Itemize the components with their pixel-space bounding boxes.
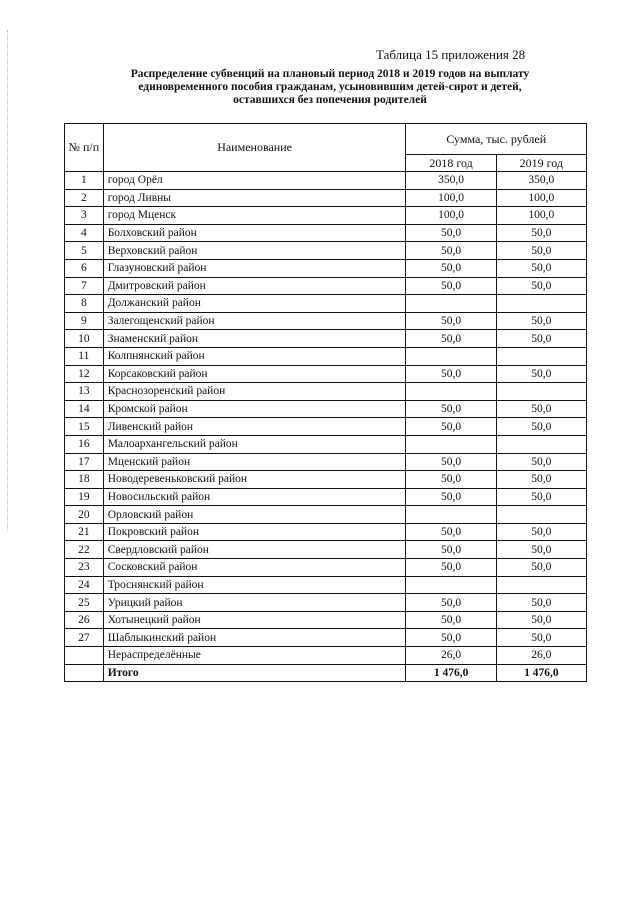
row-name: Мценский район <box>103 453 406 471</box>
row-value-2019 <box>496 383 586 401</box>
table-row <box>65 189 587 207</box>
header-year-2018: 2018 год <box>406 155 496 172</box>
row-value-2018: 50,0 <box>406 594 496 612</box>
total-2019: 1 476,0 <box>496 664 586 682</box>
row-number: 7 <box>65 277 104 295</box>
row-number: 25 <box>65 594 104 612</box>
row-value-2018: 50,0 <box>406 453 496 471</box>
table-row <box>65 383 587 401</box>
row-value-2019: 50,0 <box>496 541 586 559</box>
row-name: Глазуновский район <box>103 259 406 277</box>
table-row <box>65 611 587 629</box>
row-value-2019: 50,0 <box>496 400 586 418</box>
row-name: Кромской район <box>103 400 406 418</box>
row-number <box>65 647 104 665</box>
total-num-cell <box>65 664 104 682</box>
table-row <box>65 506 587 524</box>
row-number: 8 <box>65 295 104 313</box>
table-row <box>65 172 587 190</box>
row-value-2019 <box>496 347 586 365</box>
row-value-2018 <box>406 506 496 524</box>
title-line: единовременного пособия гражданам, усыновившим детей-сирот и детей, <box>138 81 522 93</box>
row-value-2018 <box>406 576 496 594</box>
row-value-2018: 50,0 <box>406 629 496 647</box>
header-num: № п/п <box>65 124 104 172</box>
row-value-2018: 50,0 <box>406 330 496 348</box>
row-value-2018: 50,0 <box>406 365 496 383</box>
row-value-2019: 50,0 <box>496 365 586 383</box>
table-row <box>65 576 587 594</box>
table-row <box>65 541 587 559</box>
row-name: Малоархангельский район <box>103 435 406 453</box>
table-row <box>65 224 587 242</box>
row-number: 18 <box>65 471 104 489</box>
row-number: 4 <box>65 224 104 242</box>
row-value-2019: 100,0 <box>496 189 586 207</box>
row-number: 15 <box>65 418 104 436</box>
row-value-2019: 50,0 <box>496 453 586 471</box>
table-row <box>65 242 587 260</box>
table-row <box>65 559 587 577</box>
row-value-2018 <box>406 295 496 313</box>
row-name: Шаблыкинский район <box>103 629 406 647</box>
row-number: 6 <box>65 259 104 277</box>
title-line: Распределение субвенций на плановый период 2018 и 2019 годов на выплату <box>130 68 530 80</box>
title-line: оставшихся без попечения родителей <box>233 94 427 106</box>
table-row <box>65 647 587 665</box>
row-name: Залегощенский район <box>103 312 406 330</box>
table-body <box>65 172 587 665</box>
row-value-2019 <box>496 295 586 313</box>
row-number: 12 <box>65 365 104 383</box>
header-year-2019: 2019 год <box>496 155 586 172</box>
header-sum: Сумма, тыс. рублей <box>406 124 587 155</box>
row-value-2018: 50,0 <box>406 471 496 489</box>
table-reference: Таблица 15 приложения 28 <box>376 47 526 62</box>
row-value-2018: 50,0 <box>406 277 496 295</box>
row-value-2019: 50,0 <box>496 471 586 489</box>
row-name: Знаменский район <box>103 330 406 348</box>
row-value-2018: 50,0 <box>406 312 496 330</box>
row-name: Должанский район <box>103 295 406 313</box>
row-value-2018: 100,0 <box>406 189 496 207</box>
row-number: 5 <box>65 242 104 260</box>
row-number: 1 <box>65 172 104 190</box>
row-name: Болховский район <box>103 224 406 242</box>
row-value-2018 <box>406 383 496 401</box>
table-row <box>65 365 587 383</box>
row-number: 17 <box>65 453 104 471</box>
row-number: 3 <box>65 207 104 225</box>
row-number: 16 <box>65 435 104 453</box>
row-value-2018 <box>406 435 496 453</box>
row-value-2019: 50,0 <box>496 312 586 330</box>
row-value-2018: 50,0 <box>406 541 496 559</box>
row-value-2018: 50,0 <box>406 559 496 577</box>
row-number: 9 <box>65 312 104 330</box>
row-name: Новодеревеньковский район <box>103 471 406 489</box>
row-name: Краснозоренский район <box>103 383 406 401</box>
row-name: город Орёл <box>103 172 406 190</box>
row-value-2019: 50,0 <box>496 330 586 348</box>
row-name: Ливенский район <box>103 418 406 436</box>
row-name: Орловский район <box>103 506 406 524</box>
row-number: 14 <box>65 400 104 418</box>
row-number: 27 <box>65 629 104 647</box>
subsidy-table <box>64 123 587 682</box>
row-value-2019: 50,0 <box>496 594 586 612</box>
row-name: Свердловский район <box>103 541 406 559</box>
total-2018: 1 476,0 <box>406 664 496 682</box>
row-value-2019: 50,0 <box>496 418 586 436</box>
table-row <box>65 277 587 295</box>
row-number: 11 <box>65 347 104 365</box>
row-name: Нераспределённые <box>103 647 406 665</box>
table-row <box>65 435 587 453</box>
row-number: 24 <box>65 576 104 594</box>
row-value-2019: 50,0 <box>496 523 586 541</box>
row-number: 21 <box>65 523 104 541</box>
binding-margin <box>7 30 9 530</box>
row-name: Урицкий район <box>103 594 406 612</box>
row-value-2019: 50,0 <box>496 559 586 577</box>
table-row <box>65 594 587 612</box>
row-number: 19 <box>65 488 104 506</box>
row-value-2018: 50,0 <box>406 242 496 260</box>
row-name: Дмитровский район <box>103 277 406 295</box>
row-value-2019: 50,0 <box>496 259 586 277</box>
row-value-2019: 50,0 <box>496 277 586 295</box>
table-row <box>65 523 587 541</box>
row-value-2018: 50,0 <box>406 488 496 506</box>
row-number: 20 <box>65 506 104 524</box>
table-row <box>65 471 587 489</box>
row-name: Троснянский район <box>103 576 406 594</box>
table-row <box>65 488 587 506</box>
total-row <box>65 664 587 682</box>
table-row <box>65 418 587 436</box>
row-name: Хотынецкий район <box>103 611 406 629</box>
total-label: Итого <box>103 664 406 682</box>
row-name: Новосильский район <box>103 488 406 506</box>
row-value-2018: 50,0 <box>406 224 496 242</box>
row-name: город Мценск <box>103 207 406 225</box>
row-value-2019 <box>496 506 586 524</box>
table-row <box>65 259 587 277</box>
table-row <box>65 629 587 647</box>
row-name: город Ливны <box>103 189 406 207</box>
row-name: Колпнянский район <box>103 347 406 365</box>
row-number: 10 <box>65 330 104 348</box>
row-value-2019: 50,0 <box>496 629 586 647</box>
table-row <box>65 347 587 365</box>
row-name: Сосковский район <box>103 559 406 577</box>
row-name: Корсаковский район <box>103 365 406 383</box>
row-value-2019: 100,0 <box>496 207 586 225</box>
table-row <box>65 312 587 330</box>
row-value-2018: 26,0 <box>406 647 496 665</box>
row-number: 23 <box>65 559 104 577</box>
row-value-2019 <box>496 576 586 594</box>
row-number: 2 <box>65 189 104 207</box>
row-value-2019: 50,0 <box>496 611 586 629</box>
row-value-2018: 50,0 <box>406 611 496 629</box>
document-title <box>95 68 565 107</box>
header-name: Наименование <box>103 124 406 172</box>
row-value-2019: 50,0 <box>496 242 586 260</box>
row-value-2018: 350,0 <box>406 172 496 190</box>
table-row <box>65 453 587 471</box>
row-value-2018: 50,0 <box>406 523 496 541</box>
row-number: 26 <box>65 611 104 629</box>
row-value-2019 <box>496 435 586 453</box>
table-row <box>65 295 587 313</box>
table-row <box>65 330 587 348</box>
row-value-2018: 50,0 <box>406 259 496 277</box>
row-value-2018: 50,0 <box>406 418 496 436</box>
table-row <box>65 400 587 418</box>
row-number: 13 <box>65 383 104 401</box>
row-value-2018 <box>406 347 496 365</box>
row-value-2019: 50,0 <box>496 488 586 506</box>
row-value-2019: 350,0 <box>496 172 586 190</box>
table-row <box>65 207 587 225</box>
row-value-2019: 50,0 <box>496 224 586 242</box>
row-value-2019: 26,0 <box>496 647 586 665</box>
row-name: Верховский район <box>103 242 406 260</box>
row-value-2018: 50,0 <box>406 400 496 418</box>
row-value-2018: 100,0 <box>406 207 496 225</box>
row-name: Покровский район <box>103 523 406 541</box>
row-number: 22 <box>65 541 104 559</box>
